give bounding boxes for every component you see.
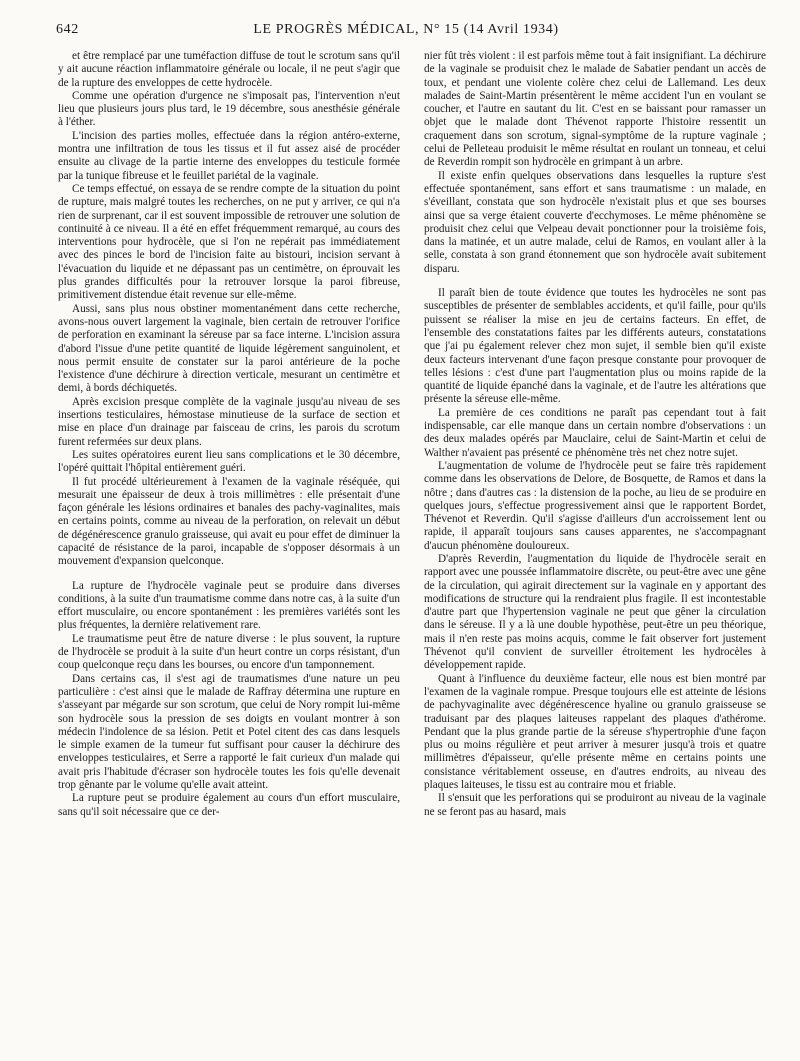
paragraph: Comme une opération d'urgence ne s'imposait pas, l'intervention n'eut lieu que plusieurs jours plus tard, le 19 décembre, sous anesthésie générale à l'éther. — [58, 89, 400, 129]
paragraph: L'incision des parties molles, effectuée dans la région antéro-externe, montra une infiltration de tous les tissus et il fut assez aisé de procéder ensuite au clivage de la partie interne des enveloppes du testicule formée par la tunique fibreuse et le feuillet pariétal de la vaginale. — [58, 129, 400, 182]
paragraph: Il s'ensuit que les perforations qui se produiront au niveau de la vaginale ne se feront pas au hasard, mais — [424, 792, 766, 818]
paragraph: Il fut procédé ultérieurement à l'examen de la vaginale réséquée, qui mesurait une épaisseur de deux à trois millimètres : elle présentait d'une façon générale les lésions ordinaires et banales des pachy-vaginalites, mais en certains points, comme au niveau de la perforation, on relevait un début de dégénérescence granulo graisseuse, qui avait eu pour effet de diminuer la capacité de résistance de la paroi, incapable de s'opposer désormais à un mouvement d'expansion quelconque. — [58, 475, 400, 568]
paragraph: Le traumatisme peut être de nature diverse : le plus souvent, la rupture de l'hydrocèle se produit à la suite d'un heurt contre un corps résistant, d'un coup quelconque reçu dans les bourses, ou encore d'un tamponnement. — [58, 632, 400, 672]
paragraph: La rupture de l'hydrocèle vaginale peut se produire dans diverses conditions, à la suite d'un traumatisme comme dans notre cas, à la suite d'un effort musculaire, ou encore spontanément : les premières variétés sont les plus fréquentes, la dernière relativement rare. — [58, 579, 400, 632]
paragraph: Dans certains cas, il s'est agi de traumatismes d'une nature un peu particulière : c'est ainsi que le malade de Raffray détermina une rupture en s'asseyant par mégarde sur son scrotum, que celui de Nory rompit lui-même son hydrocèle sous la pression de ses doigts en voulant montrer à son médecin l'indolence de sa lésion. Petit et Potel citent des cas dans lesquels le simple examen de la tumeur fut suffisant pour causer la déchirure des enveloppes testiculaires, et Serre a rapporté le fait curieux d'un malade qui avait pris l'habitude d'écraser son hydrocèle toutes les fois qu'elle devenait trop gênante par le volume qu'elle avait atteint. — [58, 672, 400, 792]
paragraph: Après excision presque complète de la vaginale jusqu'au niveau de ses insertions testiculaires, hémostase minutieuse de la surface de section et mise en place d'un drainage par faisceau de crins, les parois du scrotum furent refermées sur deux plans. — [58, 395, 400, 448]
left-column — [58, 50, 400, 1055]
running-title: LE PROGRÈS MÉDICAL, N° 15 (14 Avril 1934) — [253, 22, 559, 37]
paragraph: L'augmentation de volume de l'hydrocèle peut se faire très rapidement comme dans les observations de Delore, de Bosquette, de Ramos et dans la nôtre ; dans d'autres cas : la distension de la poche, au lieu de se produire en quelques jours, s'effectue progressivement ainsi que le rapportent Bordet, Thévenot et Reverdin. Qu'il s'agisse d'ailleurs d'un accroissement lent ou rapide, il apparaît toujours sans causes apparentes, ne s'accompagnant d'aucun phénomène douloureux. — [424, 459, 766, 552]
paragraph: Il existe enfin quelques observations dans lesquelles la rupture s'est effectuée spontanément, sans effort et sans traumatisme : un malade, en s'éveillant, constata que son hydrocèle n'existait plus et que ses bourses ainsi que sa verge étaient couverte d'ecchymoses. Le même phénomène se produisit chez celui que Velpeau devait ponctionner pour la troisième fois, dans la matinée, et un autre malade, celui de Ramos, en voulant aller à la selle, constata à son grand étonnement que son hydrocèle avait subitement disparu. — [424, 169, 766, 275]
paragraph: La première de ces conditions ne paraît pas cependant tout à fait indispensable, car elle manque dans un certain nombre d'observations : un des deux malades opérés par Mauclaire, celui de Saint-Martin et celui de Walther n'avaient pas présenté ce phénomène très net chez notre sujet. — [424, 406, 766, 459]
paragraph: Quant à l'influence du deuxième facteur, elle nous est bien montré par l'examen de la vaginale rompue. Presque toujours elle est atteinte de lésions de pachyvaginalite avec dégénérescence hyaline ou granulo graisseuse se traduisant par des plaques laiteuses rappelant des plaques d'athérome. Pendant que la plus grande partie de la séreuse s'hypertrophie d'une façon plus ou moins régulière et peut arriver à mesurer jusqu'à trois et quatre millimètres d'épaisseur, qu'elle présente même en certains points une consistance véritablement osseuse, en d'autres endroits, au niveau des plaques laiteuses, le tissu est au contraire mou et friable. — [424, 672, 766, 792]
paragraph: Ce temps effectué, on essaya de se rendre compte de la situation du point de rupture, mais malgré toutes les recherches, on ne put y arriver, ce qui n'a rien de surprenant, car il est souvent impossible de retrouver une solution de continuité à ce niveau. Il a été en effet fréquemment remarqué, au cours des interventions pour hydrocèle, que si l'on ne repérait pas immédiatement avec des pinces le bord de l'incision faite au bistouri, incision servant à l'évacuation du liquide et ne dépassant pas un centimètre, on éprouvait les plus grandes difficultés pour la retrouver lorsque la paroi fibreuse, primitivement distendue était revenue sur elle-même. — [58, 182, 400, 302]
paragraph: et être remplacé par une tuméfaction diffuse de tout le scrotum sans qu'il y ait aucune réaction inflammatoire générale ou locale, il ne peut s'agir que de la rupture des enveloppes de cette hydrocèle. — [58, 50, 400, 89]
paragraph: Les suites opératoires eurent lieu sans complications et le 30 décembre, l'opéré quittait l'hôpital entièrement guéri. — [58, 448, 400, 475]
paragraph: D'après Reverdin, l'augmentation du liquide de l'hydrocèle serait en rapport avec une poussée inflammatoire discrète, ou peut-être avec une gêne de la circulation, qui agirait directement sur la vaginale en y apportant des modifications de structure qui la rendraient plus fragile. Il est incontestable d'autre part que l'hypertension vaginale ne peut que gêner la circulation dans le séreuse. Il y a là une double hypothèse, peut-être un peu théorique, mais il n'en reste pas moins acquis, comme le fait observer fort justement Thévenot qu'il convient de surveiller étroitement les hydrocèles à développement rapide. — [424, 552, 766, 672]
paragraph: Aussi, sans plus nous obstiner momentanément dans cette recherche, avons-nous ouvert largement la vaginale, bien certain de retrouver l'orifice de perforation en examinant la séreuse par sa face interne. L'incision assura d'abord l'issue d'une petite quantité de liquide légèrement sanguinolent, et nous permit ensuite de constater sur la paroi antérieure de la poche l'existence d'une déchirure à direction verticale, mesurant un centimètre et demi, à bords déchiquetés. — [58, 302, 400, 395]
running-header — [56, 22, 756, 44]
paragraph: Il paraît bien de toute évidence que toutes les hydrocèles ne sont pas susceptibles de présenter de semblables accidents, et qu'il faille, pour qu'ils puissent se réaliser la mise en jeu de certains facteurs. En effet, de l'ensemble des constatations faites par les différents auteurs, constatations que j'ai pu également relever chez mon sujet, il semble bien qu'il existe deux facteurs intervenant d'une façon presque constante pour provoquer de telles lésions : c'est d'une part l'augmentation plus ou moins rapide de la quantité de liquide épanché dans la vaginale, et de l'autre les altérations que présente la séreuse elle-même. — [424, 287, 766, 406]
paragraph: nier fût très violent : il est parfois même tout à fait insignifiant. La déchirure de la vaginale se produisit chez le malade de Sabatier pendant un accès de toux, et pendant une violente colère chez celui de Lallemand. Les deux malades de Saint-Martin présentèrent le même accident l'un en voulant se coucher, et l'autre en sautant du lit. C'est en se baissant pour ramasser un objet que le malade dont Thévenot rapporte l'histoire ressentit un craquement dans son scrotum, signal-symptôme de la rupture vaginale ; celui de Pelleteau produisit le même résultat en roulant un tonneau, et celui de Reverdin rompit son hydrocèle en grimpant à un arbre. — [424, 50, 766, 169]
paragraph: La rupture peut se produire également au cours d'un effort musculaire, sans qu'il soit nécessaire que ce der- — [58, 792, 400, 818]
right-column — [424, 50, 766, 1055]
page-number: 642 — [56, 22, 79, 37]
